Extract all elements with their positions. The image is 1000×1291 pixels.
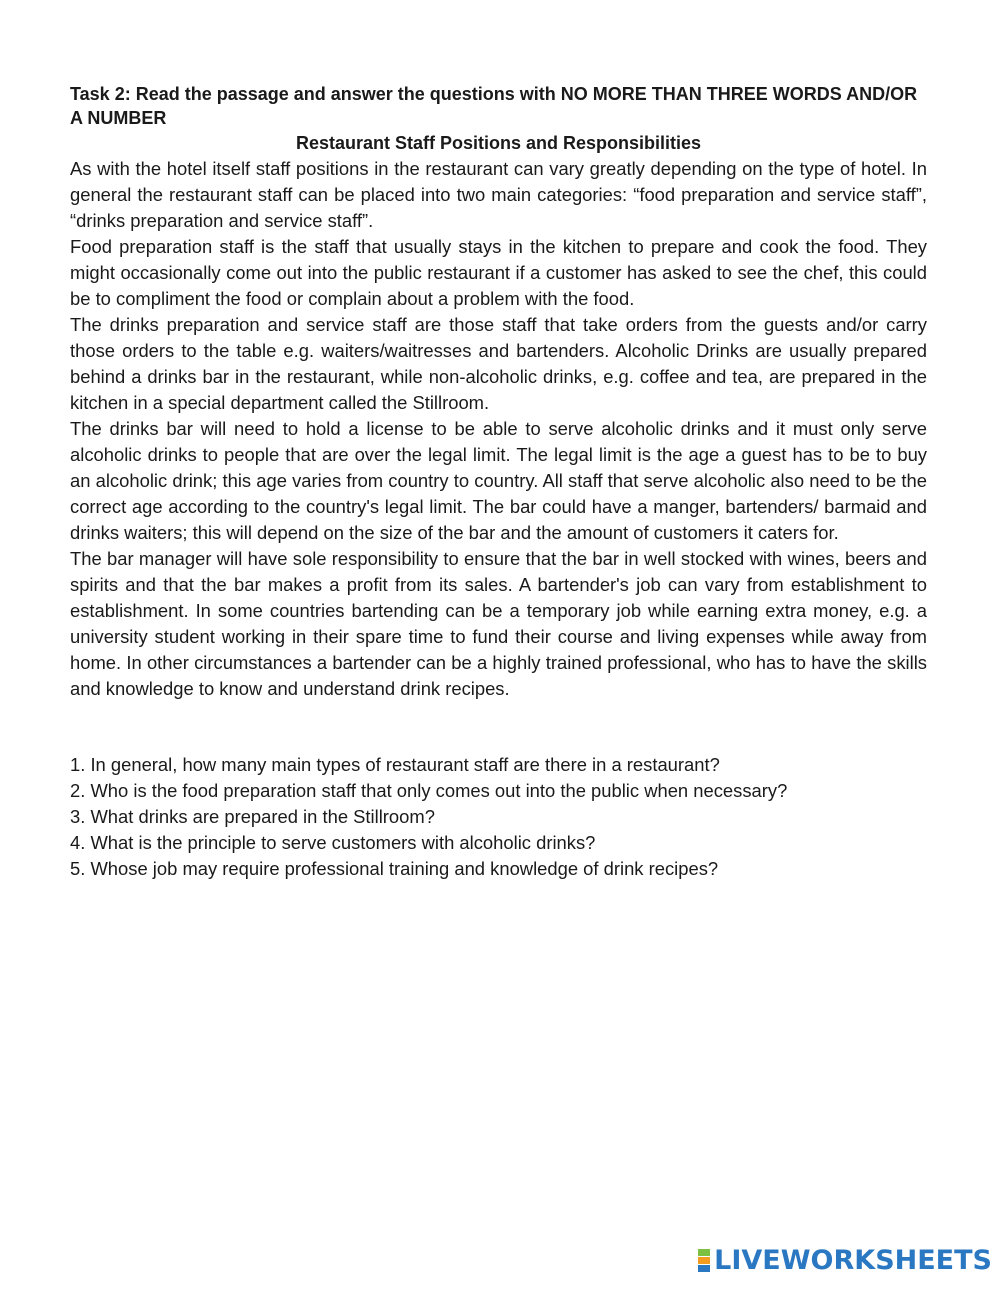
passage-title: Restaurant Staff Positions and Responsibilities xyxy=(295,133,702,153)
liveworksheets-icon xyxy=(698,1249,710,1273)
liveworksheets-logo xyxy=(698,1245,992,1276)
question-item: 2. Who is the food preparation staff that only comes out into the public when necessary? xyxy=(70,780,788,801)
passage-paragraph: Food preparation staff is the staff that usually stays in the kitchen to prepare and cook the food. They might occasionally come out into the public restaurant if a customer has asked to see the chef, this could be to compliment the food or complain about a problem with the food. xyxy=(70,236,927,309)
passage-paragraph: The drinks bar will need to hold a license to be able to serve alcoholic drinks and it must only serve alcoholic drinks to people that are over the legal limit. The legal limit is the age a guest has to be to buy an alcoholic drink; this age varies from country to country. All staff that serve alcoholic also need to be the correct age according to the country's legal limit. The bar could have a manger, bartenders/ barmaid and drinks waiters; this will depend on the size of the bar and the amount of customers it caters for. xyxy=(70,418,927,543)
task-heading: Task 2: Read the passage and answer the questions with NO MORE THAN THREE WORDS AND/OR A NUMBER xyxy=(70,84,918,128)
question-list xyxy=(70,752,927,882)
worksheet-page xyxy=(70,82,927,882)
question-item: 5. Whose job may require professional training and knowledge of drink recipes? xyxy=(70,858,719,879)
passage-paragraph: The drinks preparation and service staff are those staff that take orders from the guests and/or carry those orders to the table e.g. waiters/waitresses and bartenders. Alcoholic Drinks are usually prepared behind a drinks bar in the restaurant, while non-alcoholic drinks, e.g. coffee and tea, are prepared in the kitchen in a special department called the Stillroom. xyxy=(70,314,927,413)
passage-paragraph: As with the hotel itself staff positions in the restaurant can vary greatly depending on the type of hotel. In general the restaurant staff can be placed into two main categories: “food preparation and service staff”, “drinks preparation and service staff”. xyxy=(70,158,927,231)
passage-body xyxy=(70,156,927,702)
logo-text: LIVEWORKSHEETS xyxy=(714,1245,992,1276)
passage-paragraph: The bar manager will have sole responsibility to ensure that the bar in well stocked with wines, beers and spirits and that the bar makes a profit from its sales. A bartender's job can vary from establishment to establishment. In some countries bartending can be a temporary job while earning extra money, e.g. a university student working in their spare time to fund their course and living expenses while away from home. In other circumstances a bartender can be a highly trained professional, who has to have the skills and knowledge to know and understand drink recipes. xyxy=(70,548,927,699)
question-item: 3. What drinks are prepared in the Stillroom? xyxy=(70,806,435,827)
question-item: 4. What is the principle to serve customers with alcoholic drinks? xyxy=(70,832,596,853)
question-item: 1. In general, how many main types of restaurant staff are there in a restaurant? xyxy=(70,754,720,775)
